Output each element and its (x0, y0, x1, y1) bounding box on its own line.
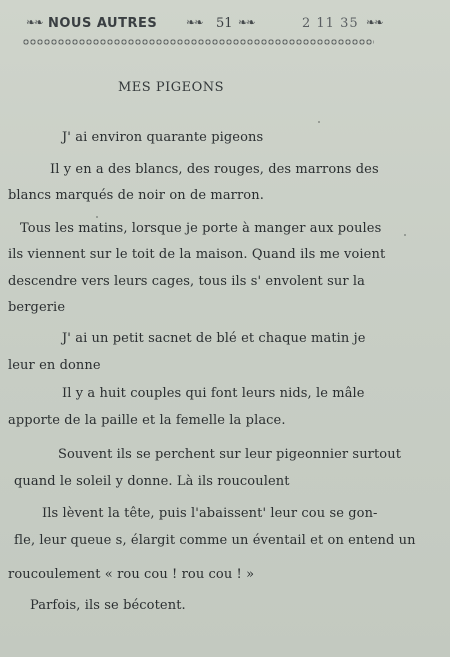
text-line: fle, leur queue s, élargit comme un éventail et on entend un (14, 533, 416, 548)
ornament-right-icon: ❧❧ (366, 16, 383, 29)
text-line: J' ai un petit sacnet de blé et chaque matin je (62, 331, 366, 346)
ornament-left-icon: ❧❧ (26, 16, 43, 29)
paper-speck (96, 216, 98, 218)
article-title: MES PIGEONS (118, 80, 225, 95)
ornament-icon: ❧❧ (186, 16, 203, 29)
text-line: quand le soleil y donne. Là ils roucoulent (14, 474, 290, 489)
text-line: bergerie (8, 300, 66, 315)
journal-title: NOUS AUTRES (48, 16, 158, 31)
page-header (26, 16, 426, 38)
text-line: Souvent ils se perchent sur leur pigeonnier surtout (58, 447, 402, 462)
text-line: roucoulement « rou cou ! rou cou ! » (8, 567, 255, 582)
page-number: 51 (216, 16, 233, 31)
issue-date: 2 11 35 (302, 16, 359, 31)
text-line: apporte de la paille et la femelle la place. (8, 413, 286, 428)
text-line: Il y en a des blancs, des rouges, des marrons des (50, 162, 379, 177)
text-line: blancs marqués de noir on de marron. (8, 188, 264, 203)
text-line: leur en donne (8, 358, 101, 373)
text-line: J' ai environ quarante pigeons (62, 130, 264, 145)
ornament-icon: ❧❧ (238, 16, 255, 29)
text-line: descendre vers leurs cages, tous ils s' envolent sur la (8, 274, 366, 289)
text-line: Tous les matins, lorsque je porte à manger aux poules (20, 221, 382, 236)
text-line: Ils lèvent la tête, puis l'abaissent' leur cou se gon- (42, 506, 378, 521)
text-line: ils viennent sur le toit de la maison. Quand ils me voient (8, 247, 386, 262)
paper-speck (404, 234, 406, 236)
paper-speck (318, 121, 320, 123)
text-line: Parfois, ils se bécotent. (30, 598, 186, 613)
text-line: Il y a huit couples qui font leurs nids, le mâle (62, 386, 365, 401)
ornamental-rule (22, 38, 374, 46)
